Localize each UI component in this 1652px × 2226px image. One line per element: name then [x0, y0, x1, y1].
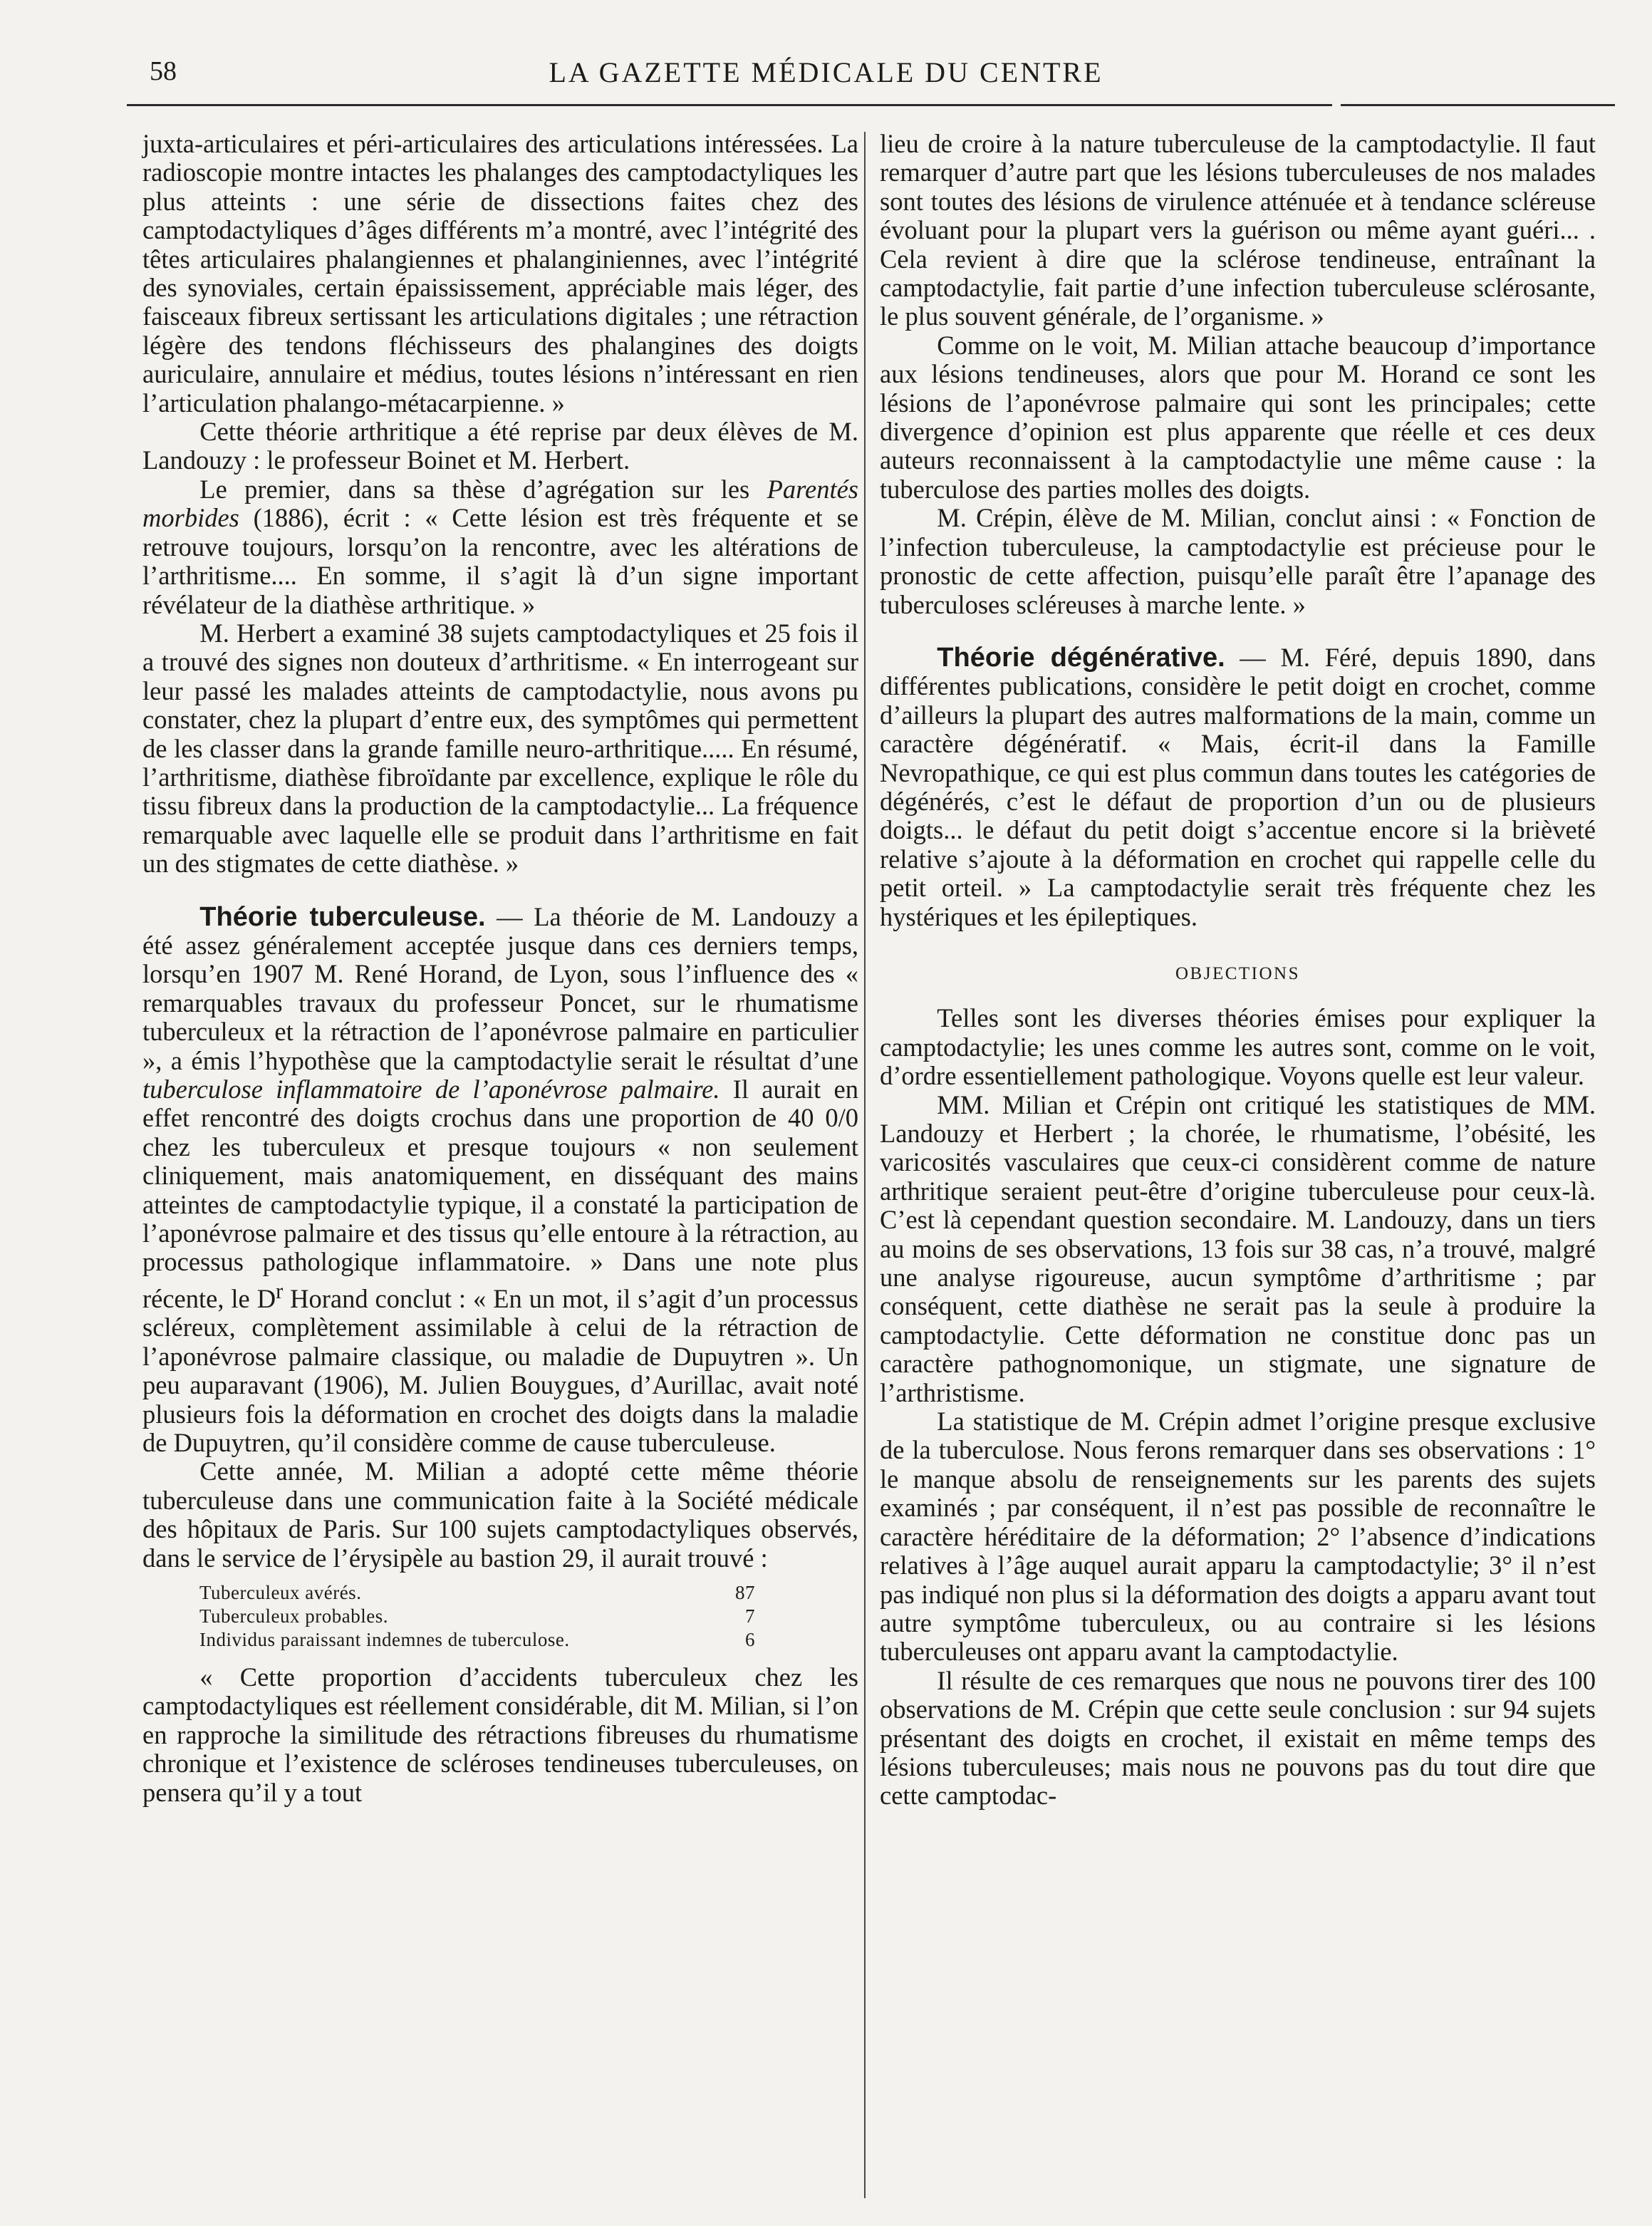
table-row — [199, 1605, 755, 1628]
section-heading-tuberculeuse: Théorie tuberculeuse. — [199, 901, 486, 932]
table-cell-value: 6 — [745, 1629, 755, 1651]
paragraph: M. Crépin, élève de M. Milian, conclut ainsi : « Fonction de l’infection tuberculeuse, la camptodactylie est précieuse pour le pronostic de cette affection, puisqu’elle paraît être l’apanage des tuberculoses scléreuses à marche lente. » — [880, 503, 1596, 619]
running-title: LA GAZETTE MÉDICALE DU CENTRE — [549, 56, 1103, 88]
text-run: (1886), écrit : « Cette lésion est très fréquente et se retrouve toujours, lorsqu’on la rencontre, avec les altérations de l’arthritisme.... En somme, il s’agit là d’un signe important révélateur de la diathèse arthritique. » — [142, 503, 858, 619]
paragraph — [142, 475, 858, 619]
paragraph: Comme on le voit, M. Milian attache beaucoup d’importance aux lésions tendineuses, alors que pour M. Horand ce sont les lésions de l’aponévrose palmaire qui sont les principales; cette divergence d’opinion est plus apparente que réelle et ces deux auteurs reconnaissent à la camptodactylie une même cause : la tuberculose des parties molles des doigts. — [880, 330, 1596, 504]
superscript: r — [276, 1278, 284, 1303]
table-cell-label: Individus paraissant indemnes de tuberculose. — [199, 1629, 570, 1651]
paragraph: Il résulte de ces remarques que nous ne pouvons tirer des 100 observations de M. Crépin que cette seule conclusion : sur 94 sujets présentant des doigts en crochet, il existait en même temps des lésions tuberculeuses; mais nous ne pouvons pas du tout dire que cette camptodac- — [880, 1665, 1596, 1811]
table-cell-value: 7 — [745, 1605, 755, 1627]
header-rule-right — [1341, 104, 1615, 106]
table-row — [199, 1581, 755, 1605]
text-run: — La théorie de M. Landouzy a été assez généralement acceptée jusque dans ces derniers temps, lorsqu’en 1907 M. René Horand, de Lyon, sous l’influence des « remarquables travaux du professeur Poncet, sur le rhumatisme tuberculeux et la rétraction de l’aponévrose palmaire en particulier », a émis l’hypothèse que la camptodactylie serait le résultat d’une — [142, 901, 858, 1075]
table-row — [199, 1628, 755, 1652]
statistics-table — [199, 1581, 755, 1652]
table-cell-label: Tuberculeux avérés. — [199, 1582, 362, 1604]
paragraph: M. Herbert a examiné 38 sujets camptodactyliques et 25 fois il a trouvé des signes non douteux d’arthritisme. « En interrogeant sur leur passé les malades atteints de camptodactylie, nous avons pu constater, chez la plupart d’entre eux, des symptômes qui permettent de les classer dans la grande famille neuro-arthritique..... En résumé, l’arthritisme, diathèse fibroïdante par excellence, explique le rôle du tissu fibreux dans la production de la camptodactylie... La fréquence remarquable avec laquelle elle se produit dans l’arthritisme en fait un des stigmates de cette diathèse. » — [142, 618, 858, 879]
text-run: — M. Féré, depuis 1890, dans différentes publications, considère le petit doigt en crochet, comme d’ailleurs la plupart des autres malformations de la main, comme un caractère dégénératif. « Mais, écrit-il dans la Famille Nevropathique, ce qui est plus commun dans toutes les catégories de dégénérés, c’est le défaut de proportion d’un ou de plusieurs doigts... le défaut du petit doigt s’accentue encore si la brièveté relative s’ajoute à la déformation en crochet qui rappelle celle du petit orteil. » La camptodactylie serait très fréquente chez les hystériques et les épileptiques. — [880, 642, 1596, 931]
paragraph: Telles sont les diverses théories émises pour expliquer la camptodactylie; les unes comme les autres sont, comme on le voit, d’ordre essentiellement pathologique. Voyons quelle est leur valeur. — [880, 1003, 1596, 1091]
text-run: Il aurait en effet rencontré des doigts crochus dans une proportion de 40 0/0 chez les tuberculeux et presque toujours « non seulement cliniquement, mais anatomiquement, en disséquant des mains atteintes de camptodactylie typique, il a constaté la participation de l’aponévrose palmaire et des tissus qu’elle entoure à la rétraction, au processus pathologique inflammatoire. » Dans une note plus récente, le D — [142, 1075, 858, 1313]
column-divider — [864, 132, 866, 2198]
objections-heading: OBJECTIONS — [1175, 963, 1300, 983]
right-column — [880, 130, 1596, 1811]
paragraph — [142, 903, 858, 1458]
paragraph: Cette année, M. Milian a adopté cette même théorie tuberculeuse dans une communication faite à la Société médicale des hôpitaux de Paris. Sur 100 sujets camptodactyliques observés, dans le service de l’érysipèle au bastion 29, il aurait trouvé : — [142, 1456, 858, 1573]
paragraph: « Cette proportion d’accidents tuberculeux chez les camptodactyliques est réellement considérable, dit M. Milian, si l’on en rapproche la similitude des rétractions fibreuses du rhumatisme chronique et l’existence de scléroses tendineuses tuberculeuses, on pensera qu’il y a tout — [142, 1662, 858, 1807]
paragraph: lieu de croire à la nature tuberculeuse de la camptodactylie. Il faut remarquer d’autre part que les lésions tuberculeuses de nos malades sont toutes des lésions de virulence atténuée et à tendance scléreuse évoluant pour la plupart vers la guérison ou même ayant guéri... . Cela revient à dire que la sclérose tendineuse, entraînant la camptodactylie, fait partie d’une infection tuberculeuse sclérosante, le plus souvent générale, de l’organisme. » — [880, 129, 1596, 331]
section-heading-degenerative: Théorie dégénérative. — [937, 642, 1225, 673]
paragraph: Cette théorie arthritique a été reprise par deux élèves de M. Landouzy : le professeur Boinet et M. Herbert. — [142, 417, 858, 475]
header-rule — [127, 104, 1332, 106]
text-run: Horand conclut : « En un mot, il s’agit d’un processus scléreux, complètement assimilable à celui de la rétraction de l’aponévrose palmaire classique, ou maladie de Dupuytren ». Un peu auparavant (1906), M. Julien Bouygues, d’Aurillac, avait noté plusieurs fois la déformation en crochet des doigts dans la maladie de Dupuytren, qu’il considère comme de cause tuberculeuse. — [142, 1284, 858, 1458]
paragraph: juxta-articulaires et péri-articulaires des articulations intéressées. La radioscopie montre intactes les phalanges des camptodactyliques les plus atteints : une série de dissections faites chez des camptodactyliques d’âges différents m’a montré, avec l’intégrité des têtes articulaires phalangiennes et phalanginiennes, avec l’intégrité des synoviales, certain épaississement, appréciable mais léger, des faisceaux fibreux sertissant les articulations digitales ; une rétraction légère des tendons fléchisseurs des phalangines des doigts auriculaire, annulaire et médius, toutes lésions n’intéressant en rien l’articulation phalango-métacarpienne. » — [142, 129, 858, 418]
italic-title: Parentés morbides — [142, 474, 858, 533]
table-cell-value: 87 — [735, 1582, 755, 1604]
table-cell-label: Tuberculeux probables. — [199, 1605, 388, 1627]
paragraph — [880, 643, 1596, 931]
paragraph: MM. Milian et Crépin ont critiqué les statistiques de MM. Landouzy et Herbert ; la chorée, le rhumatisme, l’obésité, les varicosités vasculaires que ceux-ci considèrent comme de nature arthritique seraient peut-être d’origine tuberculeuse pour ceux-là. C’est là cependant question secondaire. M. Landouzy, dans un tiers au moins de ses observations, 13 fois sur 38 cas, n’a trouvé, malgré une analyse rigoureuse, aucun symptôme d’arthritisme ; par conséquent, cette diathèse ne serait pas la seule à produire la camptodactylie. Cette déformation ne constitue donc pas un caractère pathognomonique, un stigmate, une signature de l’arthristisme. — [880, 1089, 1596, 1407]
paragraph: La statistique de M. Crépin admet l’origine presque exclusive de la tuberculose. Nous ferons remarquer dans ses observations : 1° le manque absolu de renseignements sur les parents des sujets examinés ; par conséquent, il n’est pas possible de reconnaître le caractère héréditaire de la déformation; 2° l’absence d’indications relatives à l’âge auquel aurait apparu la camptodactylie; 3° il n’est pas indiqué non plus si la déformation des doigts a apparu avant tout autre symptôme tuberculeux, ou au contraire si les lésions tuberculeuses ont apparu avant la camptodactylie. — [880, 1407, 1596, 1667]
text-run: Le premier, dans sa thèse d’agrégation sur les — [199, 474, 767, 504]
italic-phrase: tuberculose inflammatoire de l’aponévrose palmaire. — [142, 1075, 720, 1104]
page-number: 58 — [150, 56, 177, 86]
left-column — [142, 130, 858, 1807]
